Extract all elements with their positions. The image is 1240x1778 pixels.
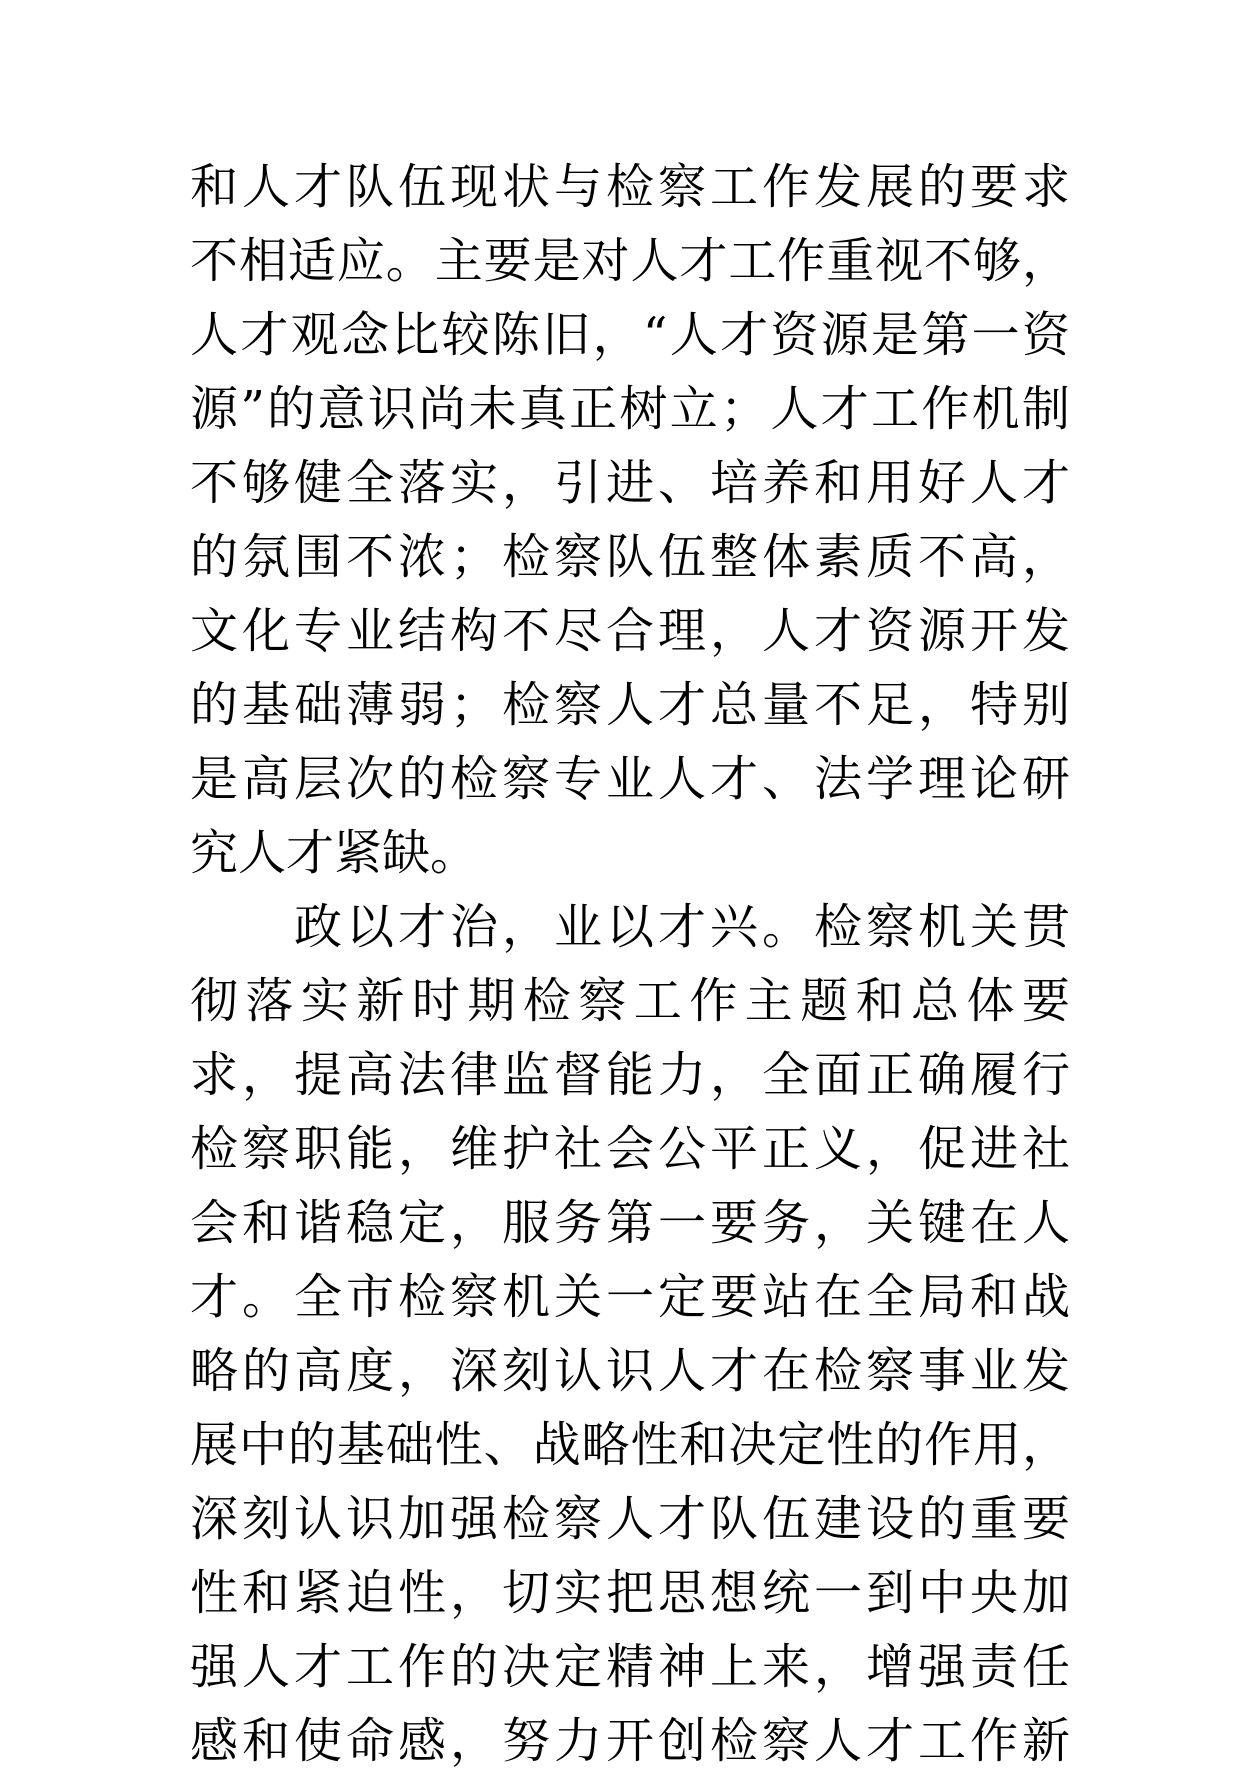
text-line-9: 是高层次的检察专业人才、法学理论研 (190, 751, 1070, 807)
text-line-7: 文化专业结构不尽合理，人才资源开发 (190, 603, 1070, 659)
text-line-19: 深刻认识加强检察人才队伍建设的重要 (190, 1491, 1070, 1547)
text-line-21: 强人才工作的决定精神上来，增强责任 (190, 1639, 1070, 1695)
text-line-8: 的基础薄弱；检察人才总量不足，特别 (190, 677, 1070, 733)
text-line-12: 彻落实新时期检察工作主题和总体要 (190, 973, 1070, 1029)
body-text (190, 150, 1070, 1778)
text-line-5: 不够健全落实，引进、培养和用好人才 (190, 455, 1070, 511)
text-line-15: 会和谐稳定，服务第一要务，关键在人 (190, 1195, 1070, 1251)
text-line-11: 政以才治，业以才兴。检察机关贯 (190, 899, 1070, 955)
text-line-18: 展中的基础性、战略性和决定性的作用， (190, 1417, 1070, 1473)
text-line-13: 求，提高法律监督能力，全面正确履行 (190, 1047, 1070, 1103)
text-line-14: 检察职能，维护社会公平正义，促进社 (190, 1121, 1070, 1177)
text-line-16: 才。全市检察机关一定要站在全局和战 (190, 1269, 1070, 1325)
text-line-2: 不相适应。主要是对人才工作重视不够， (190, 233, 1070, 289)
text-line-3: 人才观念比较陈旧，“人才资源是第一资 (190, 307, 1070, 363)
text-line-22: 感和使命感，努力开创检察人才工作新 (190, 1713, 1070, 1769)
text-line-10: 究人才紧缺。 (190, 825, 479, 881)
text-line-6: 的氛围不浓；检察队伍整体素质不高， (190, 529, 1070, 585)
text-line-17: 略的高度，深刻认识人才在检察事业发 (190, 1343, 1070, 1399)
text-line-1: 和人才队伍现状与检察工作发展的要求 (190, 159, 1070, 215)
text-line-20: 性和紧迫性，切实把思想统一到中央加 (190, 1565, 1070, 1621)
text-line-4: 源”的意识尚未真正树立；人才工作机制 (190, 381, 1070, 437)
